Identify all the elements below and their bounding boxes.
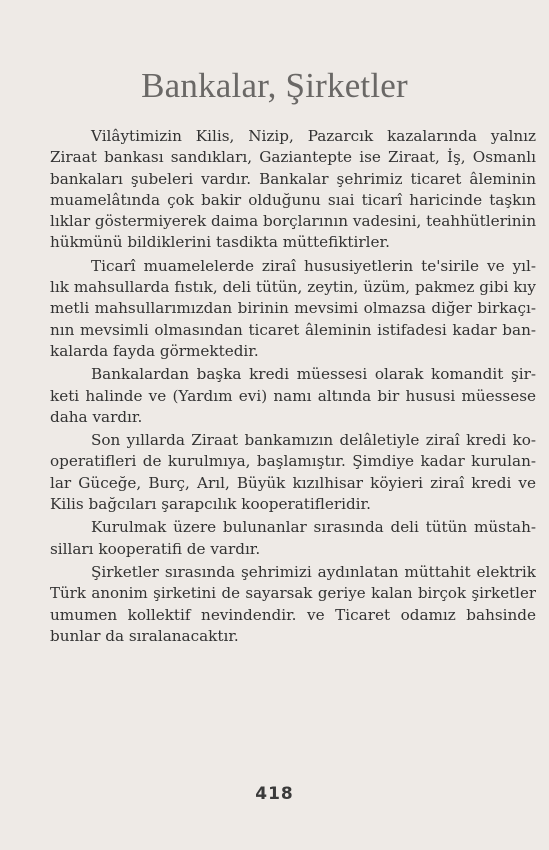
text-line: nın mevsimli olmasından ticaret âleminin istifadesi kadar ban-: [50, 320, 536, 339]
text-line: kalarda fayda görmektedir.: [50, 341, 259, 360]
text-line: Kurulmak üzere bulunanlar sırasında deli tütün müstah-: [91, 518, 536, 537]
paragraph: [50, 562, 536, 647]
paragraph: [50, 256, 536, 362]
text-line: lıklar göstermiyerek daima borçlarının vadesini, teahhütlerinin: [50, 212, 536, 231]
paragraph: [50, 517, 536, 560]
text-line: hükmünü bildiklerini tasdikta müttefiktirler.: [50, 233, 390, 252]
text-line: lar Güceğe, Burç, Arıl, Büyük kızılhisar köyieri ziraî kredi ve: [50, 473, 536, 492]
page-title: Bankalar, Şirketler: [141, 66, 408, 105]
text-line: bunlar da sıralanacaktır.: [50, 626, 239, 645]
paragraph: [50, 126, 536, 254]
text-line: Kilis bağcıları şarapcılık kooperatifleridir.: [50, 495, 371, 514]
text-line: metli mahsullarımızdan birinin mevsimi olmazsa diğer birkaçı-: [50, 299, 536, 318]
text-line: umumen kollektif nevindendir. ve Ticaret odamız bahsinde: [50, 605, 536, 624]
text-line: keti halinde ve (Yardım evi) namı altında bir hususi müessese: [50, 386, 536, 405]
text-line: Bankalardan başka kredi müessesi olarak komandit şir-: [91, 365, 536, 384]
page-number: 418: [255, 784, 294, 804]
paragraph: [50, 430, 536, 515]
text-line: bankaları şubeleri vardır. Bankalar şehrimiz ticaret âleminin: [50, 169, 536, 188]
text-line: Ticarî muamelelerde ziraî hususiyetlerin te'sirile ve yıl-: [91, 256, 536, 275]
text-line: daha vardır.: [50, 407, 143, 426]
text-line: Şirketler sırasında şehrimizi aydınlatan müttahit elektrik: [91, 562, 536, 581]
text-line: Vilâytimizin Kilis, Nizip, Pazarcık kazalarında yalnız: [91, 127, 536, 145]
text-line: operatifleri de kurulmıya, başlamıştır. Şimdiye kadar kurulan-: [50, 452, 536, 471]
text-line: lık mahsullarda fıstık, deli tütün, zeytin, üzüm, pakmez gibi kıy: [50, 278, 536, 297]
text-line: Türk anonim şirketini de sayarsak geriye kalan birçok şirketler: [50, 584, 536, 603]
text-line: Ziraat bankası sandıkları, Gaziantepte ise Ziraat, İş, Osmanlı: [50, 148, 536, 167]
body-text: [50, 126, 536, 649]
text-line: muamelâtında çok bakir olduğunu sıai ticarî haricinde taşkın: [50, 190, 536, 209]
paragraph: [50, 364, 536, 428]
text-line: Son yıllarda Ziraat bankamızın delâletiyle ziraî kredi ko-: [91, 431, 536, 450]
text-line: silları kooperatifi de vardır.: [50, 539, 261, 558]
